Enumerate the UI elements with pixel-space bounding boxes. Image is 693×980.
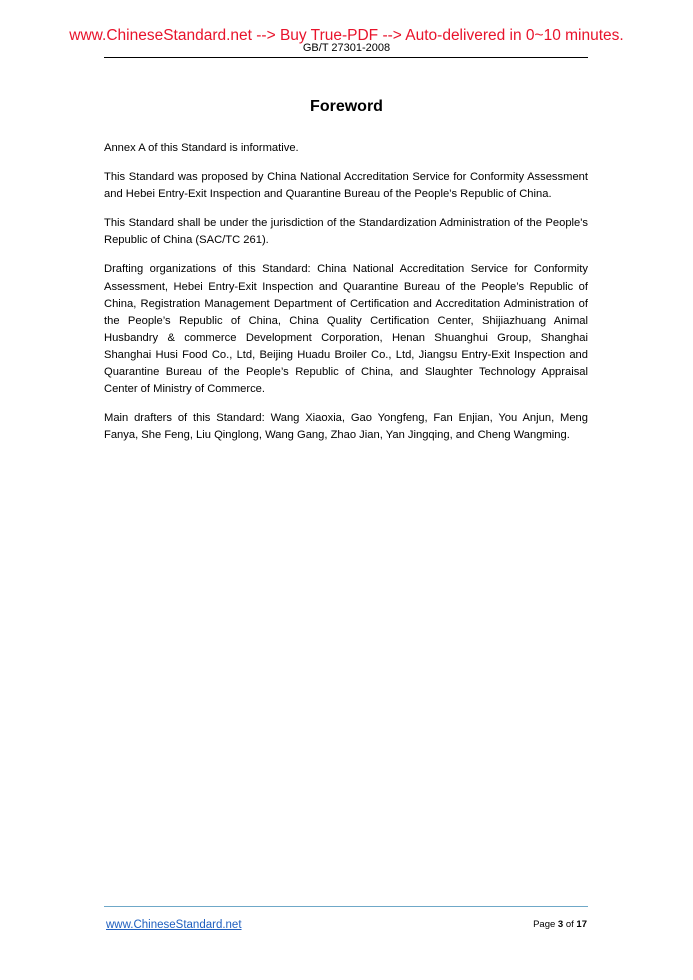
document-body (104, 140, 588, 456)
page-title: Foreword (310, 98, 383, 115)
promo-banner[interactable]: www.ChineseStandard.net --> Buy True-PDF --> Auto-delivered in 0~10 minutes. (69, 27, 624, 44)
paragraph-proposed-by: This Standard was proposed by China National Accreditation Service for Conformity Assessment and Hebei Entry-Exit Inspection and Quarantine Bureau of the People’s Republic of China. (104, 171, 588, 201)
footer-divider (104, 906, 588, 907)
page-total: 17 (576, 919, 587, 930)
paragraph-drafting-organizations: Drafting organizations of this Standard: China National Accreditation Service for Conformity Assessment, Hebei Entry-Exit Inspection and Quarantine Bureau of the People’s Republic of China, Registration Management Department of Certification and Accreditation Administration of the People’s Republic of China, China Quality Certification Center, Shijiazhuang Animal Husbandry & commerce Development Corporation, Henan Shuanghui Group, Shanghai Shanghai Husi Food Co., Ltd, Beijing Huadu Broiler Co., Ltd, Jiangsu Entry-Exit Inspection and Quarantine Bureau of the People’s Republic of China, and Slaughter Technology Appraisal Center of Ministry of Commerce. (104, 263, 588, 396)
paragraph-annex-note: Annex A of this Standard is informative. (104, 142, 299, 154)
page-current: 3 (557, 919, 564, 930)
paragraph-jurisdiction: This Standard shall be under the jurisdiction of the Standardization Administration of the People's Republic of China (SAC/TC 261). (104, 217, 588, 247)
footer-website-link[interactable]: www.ChineseStandard.net (106, 919, 242, 931)
paragraph-main-drafters: Main drafters of this Standard: Wang Xiaoxia, Gao Yongfeng, Fan Enjian, You Anjun, Meng Fanya, She Feng, Liu Qinglong, Wang Gang, Zhao Jian, Yan Jingqing, and Cheng Wangming. (104, 412, 588, 442)
header-divider (104, 57, 588, 58)
page-label: Page (533, 919, 556, 930)
page-of-label: of (565, 919, 574, 930)
standard-code: GB/T 27301-2008 (302, 42, 391, 54)
page-number (533, 919, 587, 931)
